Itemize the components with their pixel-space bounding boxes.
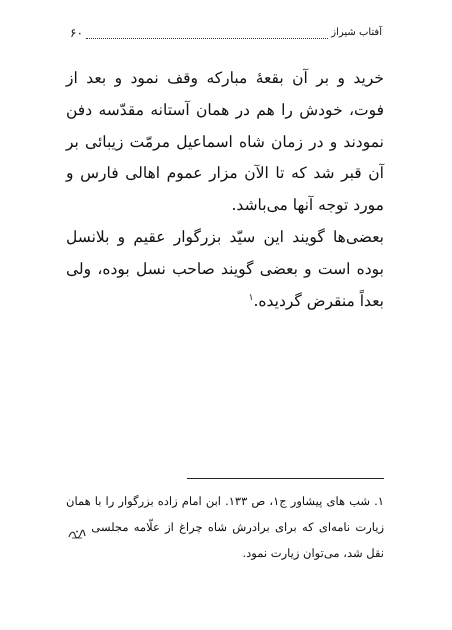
paragraph <box>66 222 384 317</box>
footnote-text: ۱. شب های پیشاور ج۱، ص ۱۳۳. ابن امام زاده بزرگوار را با همان زیارت نامه‌ای که برای برادرش شاه چراغ از علّامه مجلسی <box>66 494 385 534</box>
footnote-text-end: نقل شد، می‌توان زیارت نمود. <box>242 546 384 560</box>
footnote-separator <box>187 478 384 479</box>
footnote <box>66 488 384 566</box>
salawat-ligature-icon <box>68 523 86 534</box>
paragraph: خرید و بر آن بقعهٔ مبارکه وقف نمود و بعد از فوت، خودش را هم در همان آستانه مقدّسه دفن نمودند و در زمان شاه اسماعیل مرمّت زیبائی بر آن قبر شد که تا الآن مزار عموم اهالی فارس و مورد توجه آنها می‌باشد. <box>66 69 384 215</box>
page-header <box>70 24 382 42</box>
page-number: ۶۰ <box>70 26 83 40</box>
header-dotted-leader <box>86 27 328 39</box>
body-text <box>66 63 384 317</box>
running-title: آفتاب شیراز <box>331 27 382 38</box>
footnote-reference[interactable]: ۱ <box>248 292 254 303</box>
paragraph-text: بعضی‌ها گویند این سیّد بزرگوار عقیم و بلانسل بوده است و بعضی گویند صاحب نسل بوده، ولی بعداً منقرض گردیده. <box>66 227 384 310</box>
